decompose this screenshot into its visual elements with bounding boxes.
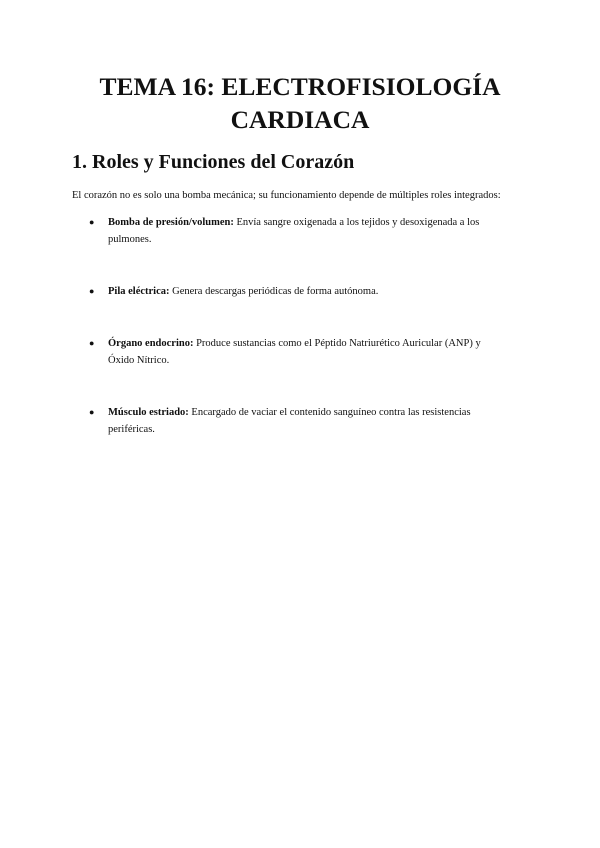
document-title: TEMA 16: ELECTROFISIOLOGÍA CARDIACA: [99, 72, 501, 134]
section-heading: 1. Roles y Funciones del Corazón: [72, 151, 355, 173]
item-text: Produce sustancias como el Péptido Natriurético Auricular (ANP) y Óxido Nítrico.: [108, 338, 481, 366]
bullet-icon: ●: [89, 286, 95, 296]
item-term: Pila eléctrica:: [108, 286, 170, 297]
item-text: Genera descargas periódicas de forma autónoma.: [169, 286, 379, 297]
item-term: Órgano endocrino:: [108, 338, 194, 349]
bullet-icon: ●: [89, 338, 95, 348]
section-intro: El corazón no es solo una bomba mecánica; su funcionamiento depende de múltiples roles integrados:: [72, 190, 501, 201]
list-item: [89, 404, 508, 438]
item-term: Músculo estriado:: [108, 407, 189, 418]
item-term: Bomba de presión/volumen:: [108, 217, 234, 228]
bullet-icon: ●: [89, 217, 95, 227]
list-item: [89, 283, 508, 300]
item-text: Encargado de vaciar el contenido sanguíneo contra las resistencias periféricas.: [108, 407, 471, 435]
list-item: [89, 335, 508, 369]
bullet-icon: ●: [89, 407, 95, 417]
list-item: [89, 214, 508, 248]
item-text: Envía sangre oxigenada a los tejidos y desoxigenada a los pulmones.: [108, 217, 480, 245]
